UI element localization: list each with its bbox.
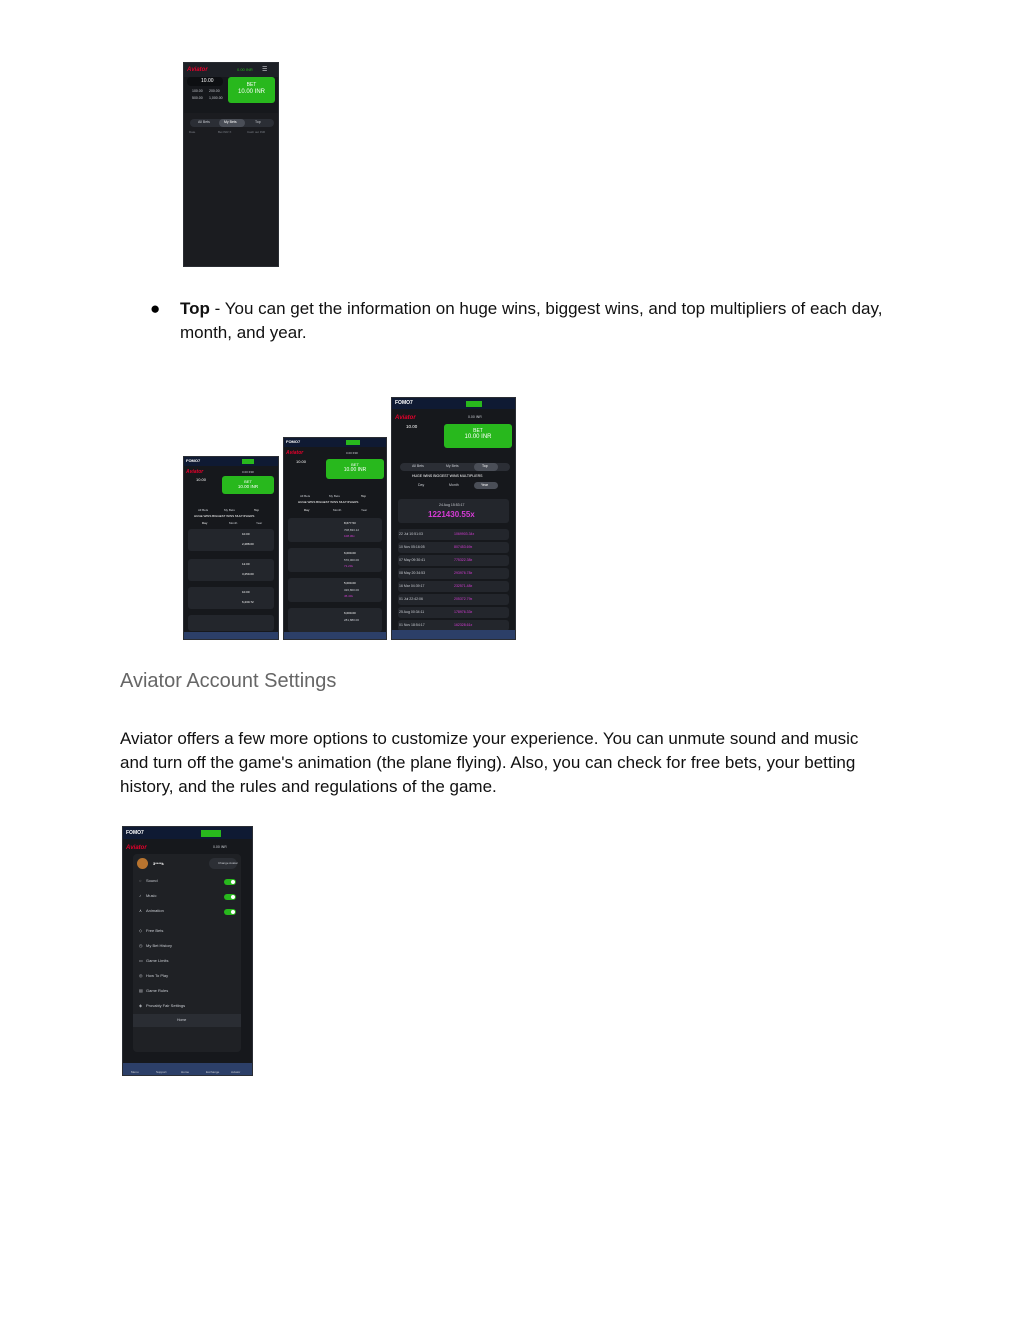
sound-toggle[interactable] xyxy=(224,879,236,885)
user-name: 3****k xyxy=(153,861,164,866)
amount-value: 10.00 xyxy=(196,477,207,482)
balance: 0.00 INR xyxy=(468,415,482,419)
music-icon: ♪ xyxy=(139,893,141,898)
period-month[interactable]: Month xyxy=(449,483,459,487)
win-amount: 708,833.12 xyxy=(344,528,360,532)
aviator-logo: Aviator xyxy=(187,67,208,73)
fair-icon: ◈ xyxy=(139,1003,143,1008)
brand-logo: FOMO7 xyxy=(395,400,413,406)
tab-my-bets[interactable]: My Bets xyxy=(224,120,237,124)
brand-logo: FOMO7 xyxy=(126,830,144,836)
menu-item[interactable]: Game Limits xyxy=(146,958,169,963)
animation-toggle[interactable] xyxy=(224,909,236,915)
tab-all-bets[interactable]: All Bets xyxy=(198,508,209,512)
bet-label: BET xyxy=(351,462,359,467)
animation-icon: ⋏ xyxy=(139,908,142,913)
quick-amount[interactable]: 500.00 xyxy=(192,96,203,100)
multiplier-date: 01 Nov 18:54:17 xyxy=(399,623,425,627)
tab-all-bets[interactable]: All Bets xyxy=(300,494,311,498)
rules-icon: ▤ xyxy=(139,988,143,993)
multiplier-date: 16 Mar 04:39:17 xyxy=(399,584,425,588)
screenshot-top-day xyxy=(183,456,279,640)
bet-amount: 10.00 INR xyxy=(343,467,367,473)
toggle-label: Animation xyxy=(146,908,164,913)
featured-date: 24 Aug 15:53:17 xyxy=(439,503,465,507)
quick-amount[interactable]: 100.00 xyxy=(192,89,203,93)
sound-icon: ◌ xyxy=(139,878,142,883)
screenshot-top-year xyxy=(391,397,516,640)
period-month[interactable]: Month xyxy=(333,508,342,512)
win-card xyxy=(288,518,382,542)
nav-item[interactable]: Home xyxy=(181,1070,190,1074)
bottom-nav xyxy=(184,632,278,639)
win-multiplier: 45.40x xyxy=(344,594,354,598)
aviator-logo: Aviator xyxy=(126,845,147,851)
win-amount: 3,259.00 xyxy=(242,572,254,576)
tab-top[interactable]: Top xyxy=(255,120,261,124)
quick-amount[interactable]: 1,000.00 xyxy=(209,96,223,100)
home-label: Home xyxy=(177,1018,187,1022)
top-banner: HUGE WINS BIGGEST WINS MULTIPLIERS xyxy=(194,514,255,518)
win-bet: 6,000.00 xyxy=(344,551,356,555)
amount-value: 10.00 xyxy=(296,459,307,464)
aviator-logo: Aviator xyxy=(186,469,204,475)
win-bet: 10.00 xyxy=(242,590,250,594)
multiplier-value: 293976.78x xyxy=(454,571,473,575)
menu-item[interactable]: Free Bets xyxy=(146,928,164,933)
top-banner: HUGE WINS BIGGEST WINS MULTIPLIERS xyxy=(412,474,483,478)
win-amount: 570,000.00 xyxy=(344,558,360,562)
gift-icon: ◇ xyxy=(139,928,143,933)
screenshot-settings-menu xyxy=(122,826,253,1076)
menu-item[interactable]: Game Rules xyxy=(146,988,169,993)
toggle-label: Sound xyxy=(146,878,158,883)
bullet-top xyxy=(180,297,920,345)
nav-item[interactable]: Exchange xyxy=(206,1070,220,1074)
bet-label: BET xyxy=(246,82,257,88)
multiplier-value: 178976.33x xyxy=(454,610,473,614)
toggle-label: Music xyxy=(146,893,157,898)
win-multiplier: 108.30x xyxy=(344,534,355,538)
win-card xyxy=(188,587,274,609)
balance: 0.00 INR xyxy=(213,845,227,849)
period-month[interactable]: Month xyxy=(229,521,238,525)
bullet-description: - You can get the information on huge wins, biggest wins, and top multipliers of each day, month, and year. xyxy=(180,299,883,342)
bet-button[interactable] xyxy=(222,476,274,494)
deposit-button[interactable] xyxy=(466,401,482,407)
music-toggle[interactable] xyxy=(224,894,236,900)
win-multiplier: 71.20x xyxy=(344,564,354,568)
multiplier-date: 10 Nov 05:16:05 xyxy=(399,545,425,549)
section-heading: Aviator Account Settings xyxy=(120,670,337,692)
menu-item[interactable]: How To Play xyxy=(146,973,169,978)
column-date: Date xyxy=(189,130,196,134)
win-amount: 2,288.00 xyxy=(242,542,254,546)
top-banner: HUGE WINS BIGGEST WINS MULTIPLIERS xyxy=(298,500,359,504)
nav-item[interactable]: Menu xyxy=(131,1070,139,1074)
win-card xyxy=(188,615,274,631)
period-day[interactable]: Day xyxy=(304,508,310,512)
bullet-marker: ● xyxy=(150,299,161,318)
balance: 0.00 INR xyxy=(346,451,358,455)
screenshot-top-day-2 xyxy=(283,437,387,640)
period-day[interactable]: Day xyxy=(202,521,208,525)
multiplier-date: 07 May 09:30:41 xyxy=(399,558,426,562)
balance: 0.00 INR xyxy=(242,470,254,474)
bet-button[interactable] xyxy=(228,77,275,103)
multiplier-value: 232571.48x xyxy=(454,584,473,588)
bet-button[interactable] xyxy=(444,424,512,448)
bet-button[interactable] xyxy=(326,459,384,479)
win-amount: 326,800.00 xyxy=(344,588,360,592)
tab-top[interactable]: Top xyxy=(254,508,259,512)
win-bet: 5,000.00 xyxy=(344,581,356,585)
limits-icon: ▭ xyxy=(139,958,143,963)
win-amount: 281,880.00 xyxy=(344,618,360,622)
deposit-button[interactable] xyxy=(242,459,254,464)
brand-logo: FOMO7 xyxy=(286,439,301,444)
bottom-nav xyxy=(284,632,386,639)
win-card xyxy=(188,529,274,551)
win-bet: 12.00 xyxy=(242,562,250,566)
win-card xyxy=(288,608,382,632)
section-paragraph: Aviator offers a few more options to customize your experience. You can unmute sound and music and turn off the game's animation (the plane flying). Also, you can check for free bets, your betting history, and the rules and regulations of the game. xyxy=(120,729,859,796)
deposit-button[interactable] xyxy=(201,830,221,837)
avatar xyxy=(137,858,148,869)
multiplier-date: 22 Jul 10:51:03 xyxy=(399,532,423,536)
period-day[interactable]: Day xyxy=(418,483,425,487)
multiplier-value: 775322.38x xyxy=(454,558,473,562)
multiplier-date: 01 Jul 22:42:06 xyxy=(399,597,423,601)
tab-top[interactable]: Top xyxy=(482,464,488,468)
deposit-button[interactable] xyxy=(346,440,360,445)
multiplier-value: 1069903.34x xyxy=(454,532,475,536)
bet-label: BET xyxy=(473,428,483,434)
quick-amount[interactable]: 200.00 xyxy=(209,89,220,93)
brand-logo: FOMO7 xyxy=(186,458,201,463)
win-bet: 8,677.53 xyxy=(344,521,356,525)
history-icon: ◷ xyxy=(139,943,143,948)
tab-my-bets[interactable]: My Bets xyxy=(329,494,340,498)
home-button[interactable] xyxy=(133,1014,241,1027)
win-bet: 6,000.00 xyxy=(344,611,356,615)
win-bet: 10.00 xyxy=(242,532,250,536)
amount-value: 10.00 xyxy=(406,424,418,429)
change-avatar-label: Change Avatar xyxy=(218,861,238,865)
win-card xyxy=(188,559,274,581)
aviator-logo: Aviator xyxy=(286,450,304,456)
multiplier-value: 205372.79x xyxy=(454,597,473,601)
nav-item[interactable]: Support xyxy=(156,1070,167,1074)
bets-panel xyxy=(184,113,278,266)
period-year[interactable]: Year xyxy=(481,483,489,487)
aviator-logo: Aviator xyxy=(395,415,416,421)
bet-amount: 10.00 INR xyxy=(237,484,259,489)
win-amount: 6,230.72 xyxy=(242,600,254,604)
multiplier-value: 162328.61x xyxy=(454,623,473,627)
tab-my-bets[interactable]: My Bets xyxy=(224,508,235,512)
multiplier-date: 25 Aug 00:34:11 xyxy=(399,610,425,614)
bet-label: BET xyxy=(244,479,252,484)
bullet-title: Top xyxy=(180,299,210,318)
screenshot-my-bets xyxy=(183,62,279,267)
tab-all-bets[interactable]: All Bets xyxy=(412,464,424,468)
menu-item[interactable]: My Bet History xyxy=(146,943,173,948)
bottom-nav xyxy=(392,630,515,639)
tab-top[interactable]: Top xyxy=(361,494,366,498)
period-year[interactable]: Year xyxy=(256,521,263,525)
bet-amount: 10.00 INR xyxy=(464,434,492,440)
tab-all-bets[interactable]: All Bets xyxy=(198,120,210,124)
win-card xyxy=(288,578,382,602)
column-cashout: Cash out INR xyxy=(247,130,266,134)
nav-item[interactable]: Aviator xyxy=(231,1070,241,1074)
featured-multiplier: 1221430.55x xyxy=(428,510,475,519)
help-icon: ◎ xyxy=(139,973,143,978)
amount-value: 10.00 xyxy=(201,78,214,84)
bet-amount: 10.00 INR xyxy=(237,89,265,95)
multiplier-date: 08 May 20:34:53 xyxy=(399,571,426,575)
balance: 0.00 INR xyxy=(237,67,253,72)
period-year[interactable]: Year xyxy=(361,508,368,512)
multiplier-value: 807453.69x xyxy=(454,545,473,549)
tab-my-bets[interactable]: My Bets xyxy=(446,464,459,468)
win-card xyxy=(288,548,382,572)
menu-item[interactable]: Provably Fair Settings xyxy=(146,1003,186,1008)
menu-icon[interactable]: ☰ xyxy=(262,67,268,73)
column-bet: Bet INR X xyxy=(218,130,232,134)
